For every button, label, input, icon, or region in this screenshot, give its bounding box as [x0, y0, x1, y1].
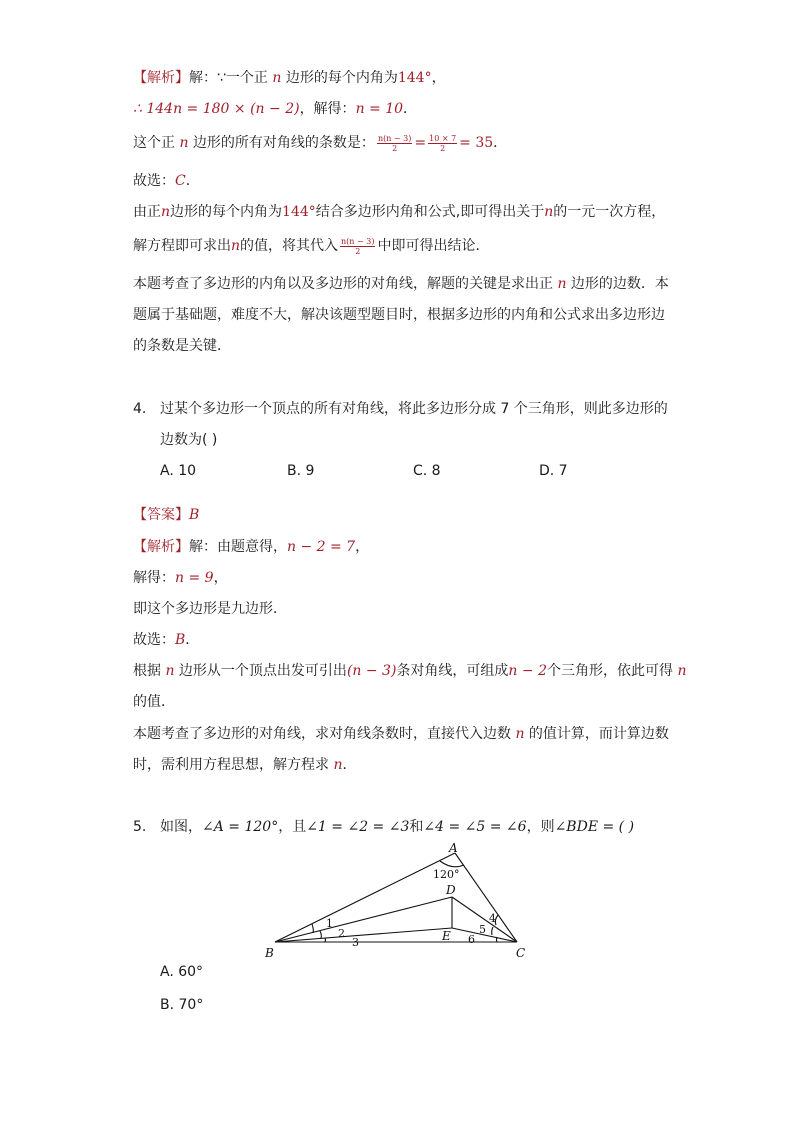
fraction: $\frac{n(n - 3)}{2}$	[377, 133, 412, 153]
answer-tag: 【答案】	[133, 507, 189, 523]
explain-line-2: 解方程即可求出n的值，将其代入 $\frac{n(n - 3)}{2}$ 中即可得出结论．	[133, 236, 490, 256]
q4-summary-line-1: 本题考查了多边形的对角线，求对角线条数时，直接代入边数 n 的值计算，而计算边数	[133, 726, 669, 742]
segment-dc	[452, 897, 517, 942]
angle-label-3: 3	[352, 936, 359, 949]
q4-explain-line-1: 根据 n 边形从一个顶点出发可引出(n − 3)条对角线，可组成n − 2个三角形，依此可得 n	[133, 663, 687, 679]
angle-arc-5	[492, 927, 493, 935]
option-a: A. 10	[160, 463, 197, 479]
segment-be	[275, 928, 452, 942]
angle-label-1: 1	[326, 917, 333, 930]
question-5-number: 5.	[133, 819, 147, 835]
angle-arc-3	[325, 938, 326, 942]
vertex-label-d: D	[446, 883, 456, 897]
q4-analysis-line-1: 【解析】解：由题意得，n − 2 = 7，	[133, 539, 370, 555]
segment-bd	[275, 897, 452, 942]
angle-arc-6	[497, 937, 498, 942]
q4-analysis-line-3: 即这个多边形是九边形．	[133, 601, 287, 617]
option-b: B. 9	[287, 463, 315, 479]
q4-choice-line: 故选：B．	[133, 632, 200, 648]
question-5-text: 如图，∠A = 120°，且∠1 = ∠2 = ∠3和∠4 = ∠5 = ∠6，则∠BDE = ( )	[160, 819, 635, 835]
q4-summary-line-2: 时，需利用方程思想，解方程求 n．	[133, 757, 357, 773]
segment-ac	[455, 853, 517, 942]
angle-label-6: 6	[468, 933, 475, 946]
equation: ∴ 144n = 180 × (n − 2)	[133, 101, 300, 117]
question-4-text-1: 过某个多边形一个顶点的所有对角线，将此多边形分成 7 个三角形，则此多边形的	[160, 401, 668, 417]
vertex-label-a: A	[449, 841, 458, 855]
q4-analysis-line-2: 解得：n = 9，	[133, 570, 228, 586]
vertex-label-e: E	[442, 929, 451, 943]
q5-option-a: A. 60°	[160, 964, 204, 980]
analysis-line-1: 【解析】解：∵一个正 n 边形的每个内角为144°，	[133, 70, 446, 86]
choice-line: 故选：C．	[133, 173, 200, 189]
q4-explain-line-2: 的值．	[133, 694, 175, 710]
angle-arc-a	[440, 861, 464, 867]
fraction: $\frac{n(n - 3)}{2}$	[341, 236, 375, 256]
question-4-text-2: 边数为( )	[160, 432, 218, 448]
angle-label-4: 4	[489, 912, 496, 925]
q5-option-b: B. 70°	[160, 997, 204, 1013]
segment-ec	[452, 928, 517, 942]
summary-line-2: 题属于基础题，难度不大，解决该题型题目时，根据多边形的内角和公式求出多边形边	[133, 307, 665, 323]
analysis-tag: 【解析】	[133, 70, 189, 86]
answer-line: 【答案】B	[133, 507, 200, 523]
option-c: C. 8	[413, 463, 441, 479]
angle-arc-4	[495, 915, 498, 925]
segment-ab	[275, 853, 455, 942]
analysis-line-2: ∴ 144n = 180 × (n − 2)，解得：n = 10．	[133, 101, 418, 117]
analysis-tag: 【解析】	[133, 539, 189, 555]
summary-line-1: 本题考查了多边形的内角以及多边形的对角线，解题的关键是求出正 n 边形的边数．本	[133, 276, 669, 292]
vertex-label-c: C	[516, 946, 526, 960]
angle-label-5: 5	[479, 923, 486, 936]
fraction: $\frac{10 \times 7}{2}$	[429, 133, 457, 153]
vertex-label-b: B	[265, 946, 274, 960]
angle-label-2: 2	[338, 927, 345, 940]
angle-arc-1	[312, 924, 313, 933]
explain-line-1: 由正n边形的每个内角为144°结合多边形内角和公式,即可得出关于n的一元一次方程，	[133, 204, 666, 220]
angle-arc-2	[320, 931, 321, 938]
question-4-number: 4.	[133, 401, 147, 417]
angle-label-a: 120°	[433, 868, 460, 881]
option-d: D. 7	[539, 463, 568, 479]
analysis-line-3: 这个正 n 边形的所有对角线的条数是： $\frac{n(n - 3)}{2}$ = $\frac{10 \times 7}{2}$ = 35．	[133, 133, 508, 153]
summary-line-3: 的条数是关键．	[133, 338, 231, 354]
